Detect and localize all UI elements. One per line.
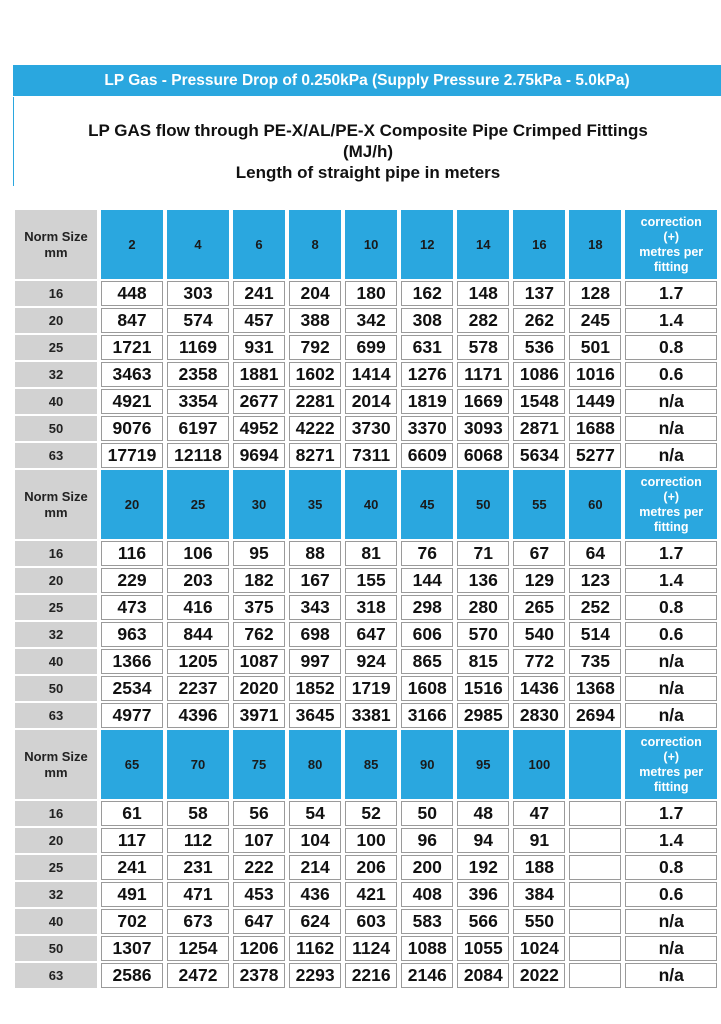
flow-value-cell: 1016 bbox=[569, 362, 621, 387]
flow-value-cell: 501 bbox=[569, 335, 621, 360]
flow-table bbox=[11, 208, 721, 990]
flow-value-cell: 647 bbox=[233, 909, 285, 934]
flow-value-cell: 203 bbox=[167, 568, 229, 593]
flow-value-cell: 262 bbox=[513, 308, 565, 333]
flow-value-cell: 76 bbox=[401, 541, 453, 566]
flow-value-cell: 448 bbox=[101, 281, 163, 306]
flow-value-cell bbox=[569, 855, 621, 880]
flow-value-cell: 631 bbox=[401, 335, 453, 360]
flow-value-cell: 308 bbox=[401, 308, 453, 333]
flow-value-cell: 9694 bbox=[233, 443, 285, 468]
flow-value-cell: 5634 bbox=[513, 443, 565, 468]
flow-value-cell: 792 bbox=[289, 335, 341, 360]
flow-value-cell: 416 bbox=[167, 595, 229, 620]
norm-size-cell: 40 bbox=[15, 909, 97, 934]
flow-value-cell: 54 bbox=[289, 801, 341, 826]
length-header: 40 bbox=[345, 470, 397, 539]
length-header: 20 bbox=[101, 470, 163, 539]
flow-value-cell: 188 bbox=[513, 855, 565, 880]
flow-value-cell: 6068 bbox=[457, 443, 509, 468]
flow-value-cell: 1819 bbox=[401, 389, 453, 414]
flow-value-cell: 4921 bbox=[101, 389, 163, 414]
flow-value-cell: 128 bbox=[569, 281, 621, 306]
flow-value-cell: 698 bbox=[289, 622, 341, 647]
flow-value-cell: 7311 bbox=[345, 443, 397, 468]
flow-value-cell: 436 bbox=[289, 882, 341, 907]
flow-value-cell: 2830 bbox=[513, 703, 565, 728]
length-header: 16 bbox=[513, 210, 565, 279]
flow-value-cell: 847 bbox=[101, 308, 163, 333]
flow-value-cell: 2586 bbox=[101, 963, 163, 988]
flow-value-cell: 844 bbox=[167, 622, 229, 647]
length-header: 4 bbox=[167, 210, 229, 279]
flow-value-cell: 1368 bbox=[569, 676, 621, 701]
correction-value-cell: 0.6 bbox=[625, 882, 717, 907]
flow-value-cell: 2084 bbox=[457, 963, 509, 988]
flow-value-cell: 2293 bbox=[289, 963, 341, 988]
length-header: 12 bbox=[401, 210, 453, 279]
flow-value-cell: 144 bbox=[401, 568, 453, 593]
length-header: 90 bbox=[401, 730, 453, 799]
correction-value-cell: n/a bbox=[625, 703, 717, 728]
flow-value-cell: 298 bbox=[401, 595, 453, 620]
table-row bbox=[15, 308, 717, 333]
flow-value-cell: 1206 bbox=[233, 936, 285, 961]
flow-value-cell: 58 bbox=[167, 801, 229, 826]
flow-value-cell: 265 bbox=[513, 595, 565, 620]
flow-value-cell: 2378 bbox=[233, 963, 285, 988]
correction-value-cell: n/a bbox=[625, 389, 717, 414]
norm-size-cell: 40 bbox=[15, 389, 97, 414]
flow-value-cell: 3645 bbox=[289, 703, 341, 728]
table-row bbox=[15, 595, 717, 620]
flow-value-cell: 56 bbox=[233, 801, 285, 826]
correction-value-cell: 0.8 bbox=[625, 335, 717, 360]
flow-value-cell: 931 bbox=[233, 335, 285, 360]
flow-value-cell: 1449 bbox=[569, 389, 621, 414]
flow-value-cell bbox=[569, 936, 621, 961]
correction-value-cell: n/a bbox=[625, 443, 717, 468]
flow-value-cell: 566 bbox=[457, 909, 509, 934]
flow-value-cell: 1162 bbox=[289, 936, 341, 961]
flow-value-cell: 702 bbox=[101, 909, 163, 934]
pressure-drop-banner: LP Gas - Pressure Drop of 0.250kPa (Supply Pressure 2.75kPa - 5.0kPa) bbox=[13, 65, 721, 96]
flow-value-cell: 1087 bbox=[233, 649, 285, 674]
flow-value-cell: 536 bbox=[513, 335, 565, 360]
flow-value-cell: 2281 bbox=[289, 389, 341, 414]
flow-value-cell: 2694 bbox=[569, 703, 621, 728]
norm-size-cell: 32 bbox=[15, 882, 97, 907]
flow-value-cell: 2534 bbox=[101, 676, 163, 701]
flow-value-cell: 17719 bbox=[101, 443, 163, 468]
flow-value-cell: 647 bbox=[345, 622, 397, 647]
norm-size-cell: 16 bbox=[15, 541, 97, 566]
flow-value-cell bbox=[569, 963, 621, 988]
norm-size-cell: 32 bbox=[15, 622, 97, 647]
length-header: 100 bbox=[513, 730, 565, 799]
flow-value-cell: 1602 bbox=[289, 362, 341, 387]
correction-value-cell: n/a bbox=[625, 963, 717, 988]
flow-value-cell: 762 bbox=[233, 622, 285, 647]
flow-value-cell: 231 bbox=[167, 855, 229, 880]
flow-value-cell: 1414 bbox=[345, 362, 397, 387]
table-row bbox=[15, 649, 717, 674]
flow-value-cell: 2146 bbox=[401, 963, 453, 988]
table-row bbox=[15, 335, 717, 360]
norm-size-cell: 16 bbox=[15, 281, 97, 306]
correction-value-cell: 0.6 bbox=[625, 622, 717, 647]
norm-size-cell: 20 bbox=[15, 308, 97, 333]
flow-value-cell: 1088 bbox=[401, 936, 453, 961]
correction-value-cell: 1.4 bbox=[625, 568, 717, 593]
flow-value-cell: 6197 bbox=[167, 416, 229, 441]
flow-value-cell: 1205 bbox=[167, 649, 229, 674]
flow-value-cell: 64 bbox=[569, 541, 621, 566]
correction-value-cell: 0.8 bbox=[625, 595, 717, 620]
flow-value-cell: 772 bbox=[513, 649, 565, 674]
flow-value-cell: 136 bbox=[457, 568, 509, 593]
flow-value-cell: 2014 bbox=[345, 389, 397, 414]
flow-value-cell: 1719 bbox=[345, 676, 397, 701]
length-header: 30 bbox=[233, 470, 285, 539]
flow-value-cell: 116 bbox=[101, 541, 163, 566]
flow-value-cell: 343 bbox=[289, 595, 341, 620]
section-header-row bbox=[15, 470, 717, 539]
table-row bbox=[15, 389, 717, 414]
length-header: 60 bbox=[569, 470, 621, 539]
flow-value-cell: 2020 bbox=[233, 676, 285, 701]
norm-size-header: Norm Size mm bbox=[15, 210, 97, 279]
flow-value-cell: 2022 bbox=[513, 963, 565, 988]
flow-value-cell: 735 bbox=[569, 649, 621, 674]
title-line-1: LP GAS flow through PE-X/AL/PE-X Composite Pipe Crimped Fittings bbox=[88, 121, 648, 140]
flow-value-cell: 1124 bbox=[345, 936, 397, 961]
flow-value-cell: 963 bbox=[101, 622, 163, 647]
flow-value-cell: 4952 bbox=[233, 416, 285, 441]
norm-size-cell: 25 bbox=[15, 855, 97, 880]
correction-value-cell: 1.4 bbox=[625, 828, 717, 853]
flow-value-cell: 3971 bbox=[233, 703, 285, 728]
flow-value-cell: 4222 bbox=[289, 416, 341, 441]
flow-value-cell: 6609 bbox=[401, 443, 453, 468]
flow-value-cell: 137 bbox=[513, 281, 565, 306]
flow-value-cell: 624 bbox=[289, 909, 341, 934]
flow-value-cell: 94 bbox=[457, 828, 509, 853]
flow-value-cell: 67 bbox=[513, 541, 565, 566]
correction-value-cell: n/a bbox=[625, 909, 717, 934]
table-row bbox=[15, 963, 717, 988]
flow-value-cell: 4977 bbox=[101, 703, 163, 728]
length-header: 85 bbox=[345, 730, 397, 799]
flow-value-cell: 3093 bbox=[457, 416, 509, 441]
flow-value-cell: 865 bbox=[401, 649, 453, 674]
flow-value-cell: 112 bbox=[167, 828, 229, 853]
table-row bbox=[15, 828, 717, 853]
flow-value-cell: 206 bbox=[345, 855, 397, 880]
flow-value-cell: 155 bbox=[345, 568, 397, 593]
length-header: 18 bbox=[569, 210, 621, 279]
flow-value-cell: 540 bbox=[513, 622, 565, 647]
flow-value-cell: 1548 bbox=[513, 389, 565, 414]
correction-value-cell: n/a bbox=[625, 676, 717, 701]
norm-size-cell: 20 bbox=[15, 568, 97, 593]
flow-value-cell: 2871 bbox=[513, 416, 565, 441]
flow-value-cell: 71 bbox=[457, 541, 509, 566]
flow-value-cell: 1307 bbox=[101, 936, 163, 961]
flow-value-cell: 182 bbox=[233, 568, 285, 593]
norm-size-cell: 20 bbox=[15, 828, 97, 853]
section-header-row bbox=[15, 210, 717, 279]
length-header bbox=[569, 730, 621, 799]
flow-value-cell: 12118 bbox=[167, 443, 229, 468]
correction-value-cell: 1.7 bbox=[625, 801, 717, 826]
flow-value-cell: 408 bbox=[401, 882, 453, 907]
length-header: 14 bbox=[457, 210, 509, 279]
table-row bbox=[15, 855, 717, 880]
flow-value-cell: 107 bbox=[233, 828, 285, 853]
table-row bbox=[15, 416, 717, 441]
flow-value-cell: 388 bbox=[289, 308, 341, 333]
table-title bbox=[13, 97, 721, 186]
flow-value-cell: 81 bbox=[345, 541, 397, 566]
table-row bbox=[15, 568, 717, 593]
flow-value-cell: 1276 bbox=[401, 362, 453, 387]
table-row bbox=[15, 281, 717, 306]
flow-value-cell: 52 bbox=[345, 801, 397, 826]
flow-value-cell: 924 bbox=[345, 649, 397, 674]
table-row bbox=[15, 676, 717, 701]
correction-header: correction (+) metres per fitting bbox=[625, 470, 717, 539]
flow-value-cell: 222 bbox=[233, 855, 285, 880]
flow-value-cell: 1608 bbox=[401, 676, 453, 701]
length-header: 75 bbox=[233, 730, 285, 799]
norm-size-cell: 16 bbox=[15, 801, 97, 826]
correction-value-cell: n/a bbox=[625, 936, 717, 961]
table-row bbox=[15, 622, 717, 647]
flow-value-cell: 104 bbox=[289, 828, 341, 853]
norm-size-cell: 63 bbox=[15, 703, 97, 728]
flow-value-cell bbox=[569, 882, 621, 907]
flow-value-cell: 5277 bbox=[569, 443, 621, 468]
length-header: 80 bbox=[289, 730, 341, 799]
flow-value-cell: 148 bbox=[457, 281, 509, 306]
correction-value-cell: n/a bbox=[625, 649, 717, 674]
flow-value-cell: 396 bbox=[457, 882, 509, 907]
flow-value-cell: 453 bbox=[233, 882, 285, 907]
flow-value-cell: 473 bbox=[101, 595, 163, 620]
table-row bbox=[15, 541, 717, 566]
flow-value-cell: 245 bbox=[569, 308, 621, 333]
length-header: 70 bbox=[167, 730, 229, 799]
flow-value-cell: 3354 bbox=[167, 389, 229, 414]
length-header: 2 bbox=[101, 210, 163, 279]
correction-value-cell: 0.8 bbox=[625, 855, 717, 880]
flow-value-cell: 583 bbox=[401, 909, 453, 934]
flow-value-cell: 1516 bbox=[457, 676, 509, 701]
length-header: 45 bbox=[401, 470, 453, 539]
flow-value-cell: 50 bbox=[401, 801, 453, 826]
flow-value-cell: 3381 bbox=[345, 703, 397, 728]
norm-size-cell: 25 bbox=[15, 595, 97, 620]
flow-value-cell: 47 bbox=[513, 801, 565, 826]
table-row bbox=[15, 362, 717, 387]
flow-value-cell: 1171 bbox=[457, 362, 509, 387]
correction-value-cell: 1.7 bbox=[625, 541, 717, 566]
flow-value-cell: 2237 bbox=[167, 676, 229, 701]
flow-value-cell: 88 bbox=[289, 541, 341, 566]
flow-value-cell: 421 bbox=[345, 882, 397, 907]
flow-value-cell: 1254 bbox=[167, 936, 229, 961]
flow-value-cell: 204 bbox=[289, 281, 341, 306]
flow-value-cell: 129 bbox=[513, 568, 565, 593]
flow-value-cell: 2472 bbox=[167, 963, 229, 988]
flow-value-cell: 123 bbox=[569, 568, 621, 593]
flow-value-cell: 100 bbox=[345, 828, 397, 853]
flow-value-cell: 106 bbox=[167, 541, 229, 566]
flow-value-cell: 384 bbox=[513, 882, 565, 907]
correction-value-cell: 0.6 bbox=[625, 362, 717, 387]
length-header: 8 bbox=[289, 210, 341, 279]
title-line-3: Length of straight pipe in meters bbox=[235, 163, 501, 182]
flow-value-cell: 252 bbox=[569, 595, 621, 620]
norm-size-cell: 50 bbox=[15, 416, 97, 441]
flow-value-cell: 1436 bbox=[513, 676, 565, 701]
flow-value-cell: 280 bbox=[457, 595, 509, 620]
flow-value-cell: 1669 bbox=[457, 389, 509, 414]
norm-size-cell: 63 bbox=[15, 963, 97, 988]
flow-value-cell: 1024 bbox=[513, 936, 565, 961]
flow-value-cell: 1366 bbox=[101, 649, 163, 674]
flow-value-cell: 95 bbox=[233, 541, 285, 566]
flow-value-cell: 8271 bbox=[289, 443, 341, 468]
flow-value-cell: 167 bbox=[289, 568, 341, 593]
flow-value-cell: 1721 bbox=[101, 335, 163, 360]
flow-value-cell: 48 bbox=[457, 801, 509, 826]
norm-size-cell: 32 bbox=[15, 362, 97, 387]
flow-value-cell: 815 bbox=[457, 649, 509, 674]
flow-value-cell: 162 bbox=[401, 281, 453, 306]
table-row bbox=[15, 909, 717, 934]
length-header: 65 bbox=[101, 730, 163, 799]
flow-value-cell: 578 bbox=[457, 335, 509, 360]
title-line-2: (MJ/h) bbox=[342, 142, 394, 161]
flow-value-cell: 282 bbox=[457, 308, 509, 333]
flow-value-cell: 1852 bbox=[289, 676, 341, 701]
norm-size-header: Norm Size mm bbox=[15, 730, 97, 799]
flow-value-cell: 61 bbox=[101, 801, 163, 826]
flow-value-cell: 3463 bbox=[101, 362, 163, 387]
flow-value-cell: 570 bbox=[457, 622, 509, 647]
flow-value-cell: 491 bbox=[101, 882, 163, 907]
flow-value-cell: 457 bbox=[233, 308, 285, 333]
flow-value-cell: 192 bbox=[457, 855, 509, 880]
flow-value-cell: 96 bbox=[401, 828, 453, 853]
table-row bbox=[15, 703, 717, 728]
flow-value-cell: 574 bbox=[167, 308, 229, 333]
norm-size-cell: 63 bbox=[15, 443, 97, 468]
flow-value-cell bbox=[569, 828, 621, 853]
norm-size-header: Norm Size mm bbox=[15, 470, 97, 539]
flow-value-cell: 241 bbox=[101, 855, 163, 880]
length-header: 6 bbox=[233, 210, 285, 279]
section-header-row bbox=[15, 730, 717, 799]
flow-value-cell: 180 bbox=[345, 281, 397, 306]
correction-header: correction (+) metres per fitting bbox=[625, 730, 717, 799]
flow-value-cell: 3730 bbox=[345, 416, 397, 441]
flow-value-cell: 471 bbox=[167, 882, 229, 907]
correction-value-cell: 1.4 bbox=[625, 308, 717, 333]
flow-value-cell: 997 bbox=[289, 649, 341, 674]
table-row bbox=[15, 443, 717, 468]
flow-value-cell: 4396 bbox=[167, 703, 229, 728]
flow-value-cell: 9076 bbox=[101, 416, 163, 441]
flow-value-cell: 241 bbox=[233, 281, 285, 306]
length-header: 25 bbox=[167, 470, 229, 539]
norm-size-cell: 50 bbox=[15, 936, 97, 961]
flow-value-cell: 214 bbox=[289, 855, 341, 880]
table-row bbox=[15, 882, 717, 907]
flow-table-container bbox=[13, 208, 721, 990]
norm-size-cell: 25 bbox=[15, 335, 97, 360]
flow-value-cell: 606 bbox=[401, 622, 453, 647]
flow-value-cell bbox=[569, 909, 621, 934]
flow-value-cell: 3370 bbox=[401, 416, 453, 441]
flow-value-cell: 1169 bbox=[167, 335, 229, 360]
correction-value-cell: 1.7 bbox=[625, 281, 717, 306]
correction-header: correction (+) metres per fitting bbox=[625, 210, 717, 279]
flow-value-cell: 117 bbox=[101, 828, 163, 853]
flow-value-cell: 603 bbox=[345, 909, 397, 934]
table-row bbox=[15, 801, 717, 826]
table-row bbox=[15, 936, 717, 961]
flow-value-cell: 2985 bbox=[457, 703, 509, 728]
flow-value-cell: 2677 bbox=[233, 389, 285, 414]
flow-value-cell: 673 bbox=[167, 909, 229, 934]
length-header: 10 bbox=[345, 210, 397, 279]
flow-value-cell: 318 bbox=[345, 595, 397, 620]
flow-value-cell: 303 bbox=[167, 281, 229, 306]
flow-value-cell: 2358 bbox=[167, 362, 229, 387]
length-header: 55 bbox=[513, 470, 565, 539]
correction-value-cell: n/a bbox=[625, 416, 717, 441]
length-header: 50 bbox=[457, 470, 509, 539]
flow-value-cell: 375 bbox=[233, 595, 285, 620]
flow-value-cell: 1881 bbox=[233, 362, 285, 387]
norm-size-cell: 50 bbox=[15, 676, 97, 701]
flow-value-cell: 699 bbox=[345, 335, 397, 360]
flow-value-cell: 514 bbox=[569, 622, 621, 647]
flow-value-cell: 1086 bbox=[513, 362, 565, 387]
length-header: 35 bbox=[289, 470, 341, 539]
flow-value-cell: 200 bbox=[401, 855, 453, 880]
flow-value-cell: 1055 bbox=[457, 936, 509, 961]
flow-value-cell bbox=[569, 801, 621, 826]
norm-size-cell: 40 bbox=[15, 649, 97, 674]
flow-value-cell: 2216 bbox=[345, 963, 397, 988]
flow-value-cell: 229 bbox=[101, 568, 163, 593]
flow-value-cell: 3166 bbox=[401, 703, 453, 728]
length-header: 95 bbox=[457, 730, 509, 799]
flow-value-cell: 91 bbox=[513, 828, 565, 853]
flow-value-cell: 550 bbox=[513, 909, 565, 934]
flow-value-cell: 1688 bbox=[569, 416, 621, 441]
flow-value-cell: 342 bbox=[345, 308, 397, 333]
